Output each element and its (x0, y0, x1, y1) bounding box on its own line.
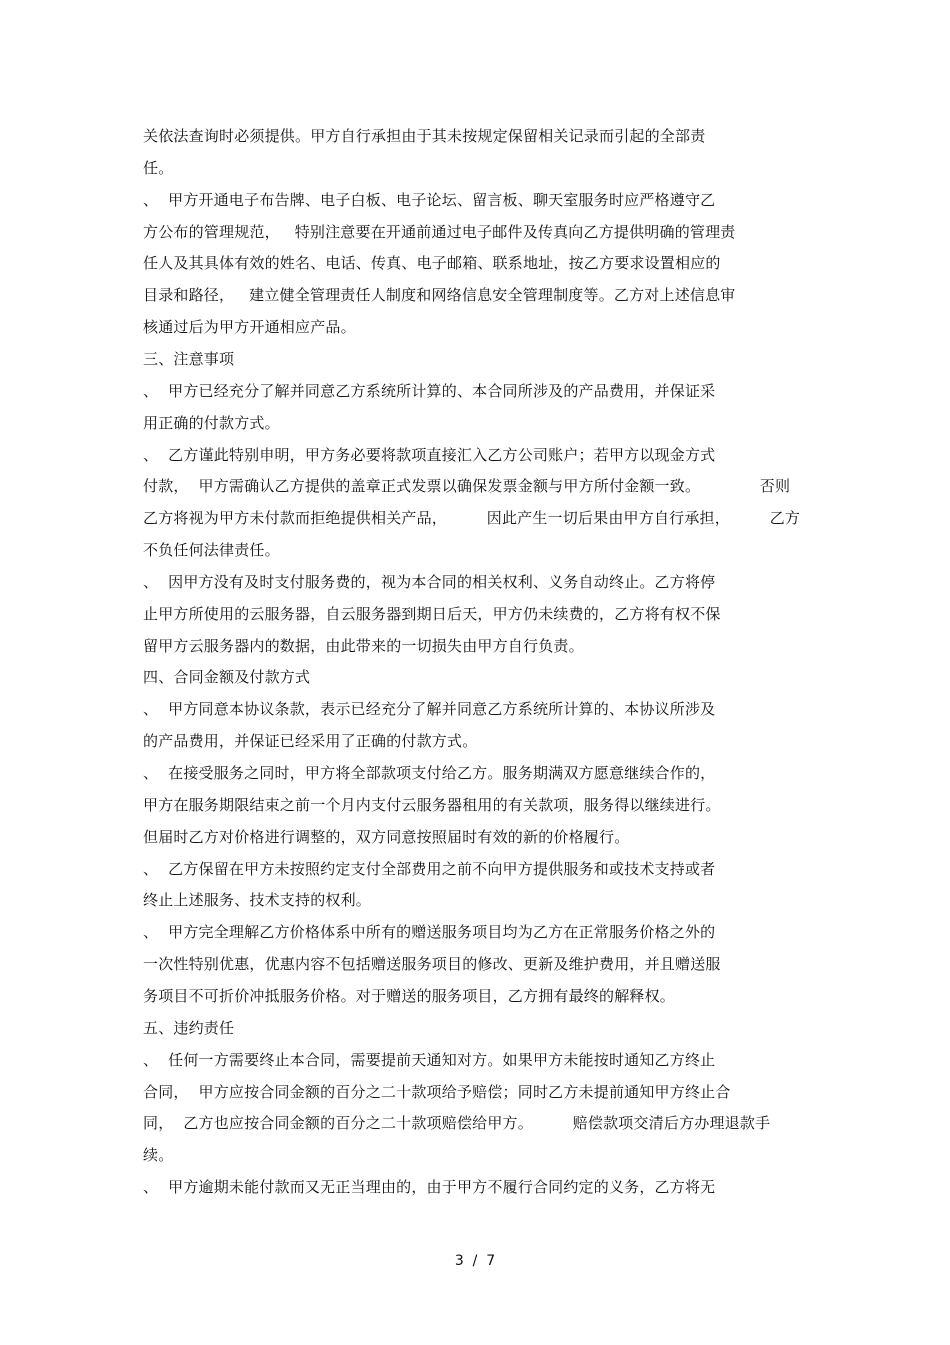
text-line: 续。 (143, 1146, 174, 1164)
text-line: 合同， 甲方应按合同金额的百分之二十款项给予赔偿；同时乙方未提前通知甲方终止合 (143, 1083, 731, 1101)
text-line: 不负任何法律责任。 (143, 541, 280, 559)
text-line: 任人及其具体有效的姓名、电话、传真、电子邮箱、联系地址，按乙方要求设置相应的 (143, 254, 721, 272)
text-line: 、 甲方逾期未能付款而又无正当理由的，由于甲方不履行合同约定的义务，乙方将无 (143, 1178, 716, 1196)
text-line: 四、合同金额及付款方式 (143, 668, 311, 686)
text-line: 五、违约责任 (143, 1019, 235, 1037)
text-line: 关依法查询时必须提供。甲方自行承担由于其未按规定保留相关记录而引起的全部责 (143, 127, 706, 145)
text-line: 三、注意事项 (143, 350, 235, 368)
text-line: 一次性特别优惠，优惠内容不包括赠送服务项目的修改、更新及维护费用，并且赠送服 (143, 955, 721, 973)
text-line: 方公布的管理规范， 特别注意要在开通前通过电子邮件及传真向乙方提供明确的管理责 (143, 223, 736, 241)
text-line: 甲方在服务期限结束之前一个月内支付云服务器租用的有关款项，服务得以继续进行。 (143, 796, 721, 814)
text-line: 、 在接受服务之同时，甲方将全部款项支付给乙方。服务期满双方愿意继续合作的， (143, 764, 716, 782)
text-line: 、 甲方开通电子布告牌、电子白板、电子论坛、留言板、聊天室服务时应严格遵守乙 (143, 191, 716, 209)
text-line: 、 乙方谨此特别申明，甲方务必要将款项直接汇入乙方公司账户；若甲方以现金方式 (143, 446, 716, 464)
text-line: 同， 乙方也应按合同金额的百分之二十款项赔偿给甲方。 赔偿款项交清后方办理退款手 (143, 1114, 771, 1132)
text-line: 务项目不可折价冲抵服务价格。对于赠送的服务项目，乙方拥有最终的解释权。 (143, 987, 676, 1005)
text-line: 用正确的付款方式。 (143, 414, 280, 432)
text-line: 乙方将视为甲方未付款而拒绝提供相关产品， 因此产生一切后果由甲方自行承担， 乙方 (143, 509, 801, 527)
text-line: 、 甲方已经充分了解并同意乙方系统所计算的、本合同所涉及的产品费用，并保证采 (143, 382, 716, 400)
text-line: 、 任何一方需要终止本合同，需要提前天通知对方。如果甲方未能按时通知乙方终止 (143, 1051, 716, 1069)
text-line: 的产品费用，并保证已经采用了正确的付款方式。 (143, 732, 478, 750)
text-line: 但届时乙方对价格进行调整的，双方同意按照届时有效的新的价格履行。 (143, 828, 630, 846)
text-line: 任。 (143, 159, 174, 177)
text-line: 、 乙方保留在甲方未按照约定支付全部费用之前不向甲方提供服务和或技术支持或者 (143, 860, 716, 878)
text-line: 终止上述服务、技术支持的权利。 (143, 891, 372, 909)
text-line: 、 甲方同意本协议条款，表示已经充分了解并同意乙方系统所计算的、本协议所涉及 (143, 700, 716, 718)
text-line: 、 因甲方没有及时支付服务费的，视为本合同的相关权利、义务自动终止。乙方将停 (143, 573, 716, 591)
text-line: 付款， 甲方需确认乙方提供的盖章正式发票以确保发票金额与甲方所付金额一致。 否则 (143, 477, 791, 495)
text-line: 目录和路径， 建立健全管理责任人制度和网络信息安全管理制度等。乙方对上述信息审 (143, 286, 736, 304)
page-number: 3 / 7 (454, 1253, 496, 1269)
text-line: 核通过后为甲方开通相应产品。 (143, 318, 356, 336)
text-line: 留甲方云服务器内的数据，由此带来的一切损失由甲方自行负责。 (143, 637, 584, 655)
text-line: 止甲方所使用的云服务器，自云服务器到期日后天，甲方仍未续费的，乙方将有权不保 (143, 605, 721, 623)
text-line: 、 甲方完全理解乙方价格体系中所有的赠送服务项目均为乙方在正常服务价格之外的 (143, 923, 716, 941)
